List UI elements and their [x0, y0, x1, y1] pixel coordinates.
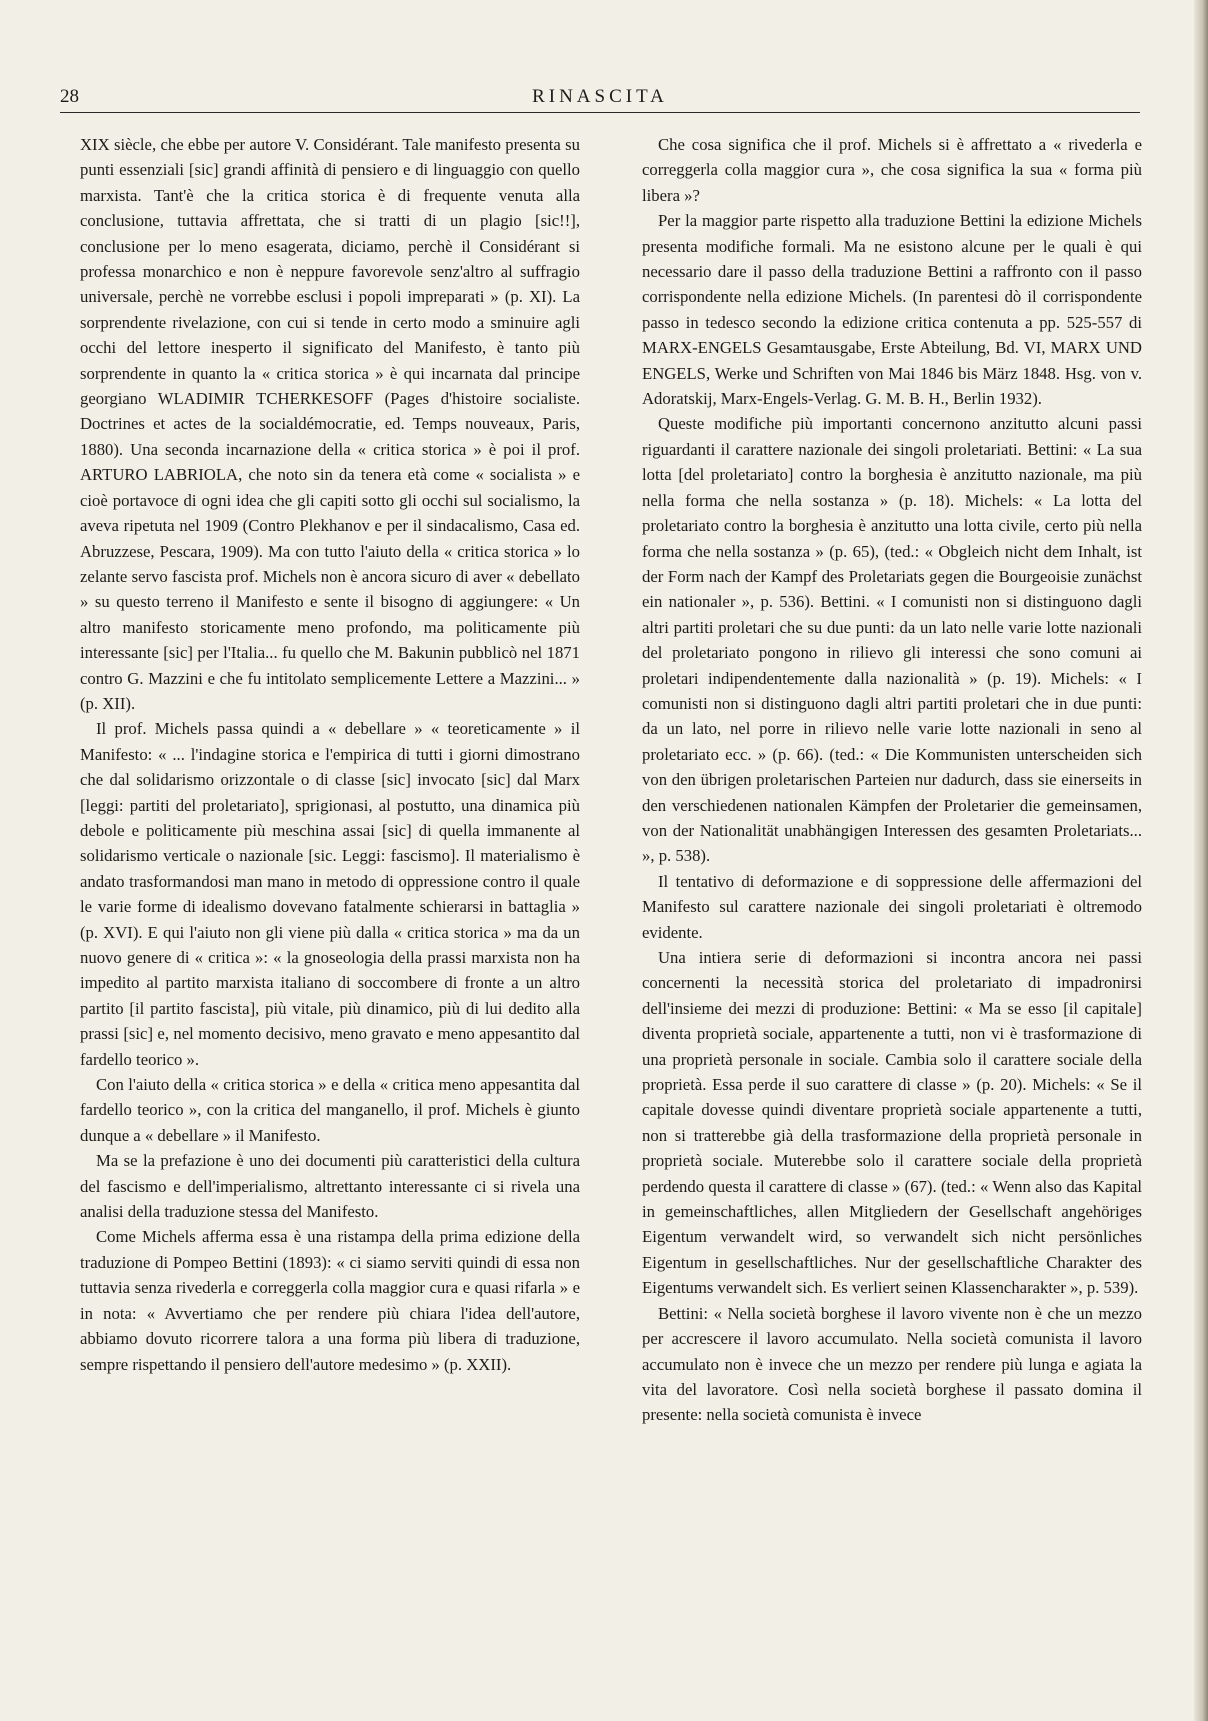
left-column — [80, 132, 580, 1377]
paragraph: Ma se la prefazione è uno dei documenti più caratteristici della cultura del fascismo e dell'imperialismo, altrettanto interessante ci si rivela una analisi della traduzione stessa del Manifesto. — [80, 1151, 580, 1222]
paragraph: XIX siècle, che ebbe per autore V. Considérant. Tale manifesto presenta su punti essenziali [sic] grandi affinità di pensiero e di linguaggio con quello marxista. Tant'è che la critica storica è di frequente venuta alla conclusione, tuttavia affrettata, che si tratti di un plagio [sic!!], conclusione per lo meno esagerata, diciamo, perchè il Considérant si professa monarchico e non è neppure favorevole senz'altro al suffragio universale, perchè ne vorrebbe esclusi i popoli impreparati » (p. XI). La sorprendente rivelazione, con cui si tende in certo modo a sminuire agli occhi del lettore inesperto il significato del Manifesto, è tanto più sorprendente in quanto la « critica storica » è qui incarnata dal principe georgiano WLADIMIR TCHERKESOFF (Pages d'histoire socialiste. Doctrines et actes de la socialdémocratie, ed. Temps nouveaux, Paris, 1880). Una seconda incarnazione della « critica storica » è poi il prof. ARTURO LABRIOLA, che noto sin da tenera età come « socialista » e cioè portavoce di ogni idea che gli capiti sotto gli occhi sul socialismo, la aveva ripetuta nel 1909 (Contro Plekhanov e per il sindacalismo, Casa ed. Abruzzese, Pescara, 1909). Ma con tutto l'aiuto della « critica storica » lo zelante servo fascista prof. Michels non è ancora sicuro di aver « debellato » su questo terreno il Manifesto e sente il bisogno di aggiungere: « Un altro manifesto storicamente meno profondo, ma politicamente più interessante [sic] per l'Italia... fu quello che M. Bakunin pubblicò nel 1871 contro G. Mazzini e che fu intitolato semplicemente Lettere a Mazzini... » (p. XII). — [80, 135, 580, 713]
paragraph: Che cosa significa che il prof. Michels si è affrettato a « rivederla e correggerla colla maggior cura », che cosa significa la sua « forma più libera »? — [642, 135, 1142, 205]
paragraph: Con l'aiuto della « critica storica » e della « critica meno appesantita dal fardello teorico », con la critica del manganello, il prof. Michels è giunto dunque a « debellare » il Manifesto. — [80, 1075, 580, 1145]
paragraph: Il prof. Michels passa quindi a « debellare » « teoreticamente » il Manifesto: « ... l'indagine storica e l'empirica di tutti i giorni dimostrano che dal solidarismo orizzontale o di classe [sic] invocato [sic] dal Marx [leggi: partiti del proletariato], sprigionasi, al postutto, una dinamica più debole e politicamente più meschina assai [sic] di quella immanente al solidarismo verticale o nazionale [sic. Leggi: fascismo]. Il materialismo è andato trasformandosi man mano in metodo di oppressione contro il quale le varie forme di idealismo dovevano fatalmente schierarsi in battaglia » (p. XVI). E qui l'aiuto non gli viene più dalla « critica storica » ma da un nuovo genere di « critica »: « la gnoseologia della prassi marxista non ha impedito al partito marxista italiano di soccombere di fronte a un altro partito [il partito fascista], più vitale, più dinamico, più di lui dedito alla prassi [sic] e, nel momento decisivo, meno gravato e meno appesantito dal fardello teorico ». — [80, 719, 580, 1069]
paragraph: Queste modifiche più importanti concernono anzitutto alcuni passi riguardanti il carattere nazionale dei singoli proletariati. Bettini: « La sua lotta [del proletariato] contro la borghesia è anzitutto nazionale, ma più nella forma che nella sostanza » (p. 18). Michels: « La lotta del proletariato contro la borghesia è anzitutto una lotta civile, certo più nella forma che nella sostanza » (p. 65), (ted.: « Obgleich nicht dem Inhalt, ist der Form nach der Kampf des Proletariats gegen die Bourgeoisie zunächst ein nationaler », p. 536). Bettini. « I comunisti non si distinguono dagli altri partiti proletari che su due punti: da un lato nelle varie lotte nazionali del proletariato pongono in rilievo gli interessi che sono comuni ai proletari indipendentemente dalla nazionalità » (p. 19). Michels: « I comunisti non si distinguono dagli altri partiti proletari che in due punti: da un lato, nel porre in rilievo nelle varie lotte nazionali in seno al proletariato ecc. » (p. 66). (ted.: « Die Kommunisten unterscheiden sich von den übrigen proletarischen Parteien nur dadurch, dass sie einerseits in den verschiedenen nationalen Kämpfen der Proletarier die gemeinsamen, von der Nationalität unabhängigen Interessen des gesamten Proletariats... », p. 538). — [642, 414, 1142, 866]
paragraph: Una intiera serie di deformazioni si incontra ancora nei passi concernenti la necessità storica del proletariato di impadronirsi dell'insieme dei mezzi di produzione: Bettini: « Ma se esso [il capitale] diventa proprietà sociale, appartenente a tutti, non vi è trasformazione di una proprietà personale in sociale. Cambia solo il carattere sociale della proprietà. Essa perde il suo carattere di classe » (p. 20). Michels: « Se il capitale dovesse quindi diventare proprietà sociale appartenente a tutti, non si tratterebbe già della trasformazione della proprietà personale in proprietà sociale. Muterebbe solo il carattere sociale della proprietà perdendo questa il carattere di classe » (67). (ted.: « Wenn also das Kapital in gemeinschaftliches, allen Mitgliedern der Gesellschaft angehöriges Eigentum verwandelt wird, so verwandelt sich nicht persönliches Eigentum in gesellschaftliches. Nur der gesellschaftliche Charakter des Eigentums verwandelt sich. Es verliert seinen Klassencharakter », p. 539). — [642, 948, 1142, 1298]
paragraph: Come Michels afferma essa è una ristampa della prima edizione della traduzione di Pompeo Bettini (1893): « ci siamo serviti quindi di essa non tuttavia senza rivederla e correggerla colla maggior cura e quasi rifarla » e in nota: « Avvertiamo che per rendere più chiara l'idea dell'autore, abbiamo dovuto ricorrere talora a una forma più libera di traduzione, sempre rispettando il pensiero dell'autore medesimo » (p. XXII). — [80, 1227, 580, 1374]
page-edge-shadow — [1194, 0, 1208, 1721]
paragraph: Per la maggior parte rispetto alla traduzione Bettini la edizione Michels presenta modifiche formali. Ma ne esistono alcune per le quali è qui necessario dare il passo della traduzione Bettini a raffronto con il passo corrispondente nella edizione Michels. (In parentesi dò il corrispondente passo in tedesco secondo la edizione critica contenuta a pp. 525-557 di MARX-ENGELS Gesamtausgabe, Erste Abteilung, Bd. VI, MARX UND ENGELS, Werke und Schriften von Mai 1846 bis März 1848. Hsg. von v. Adoratskij, Marx-Engels-Verlag. G. M. B. H., Berlin 1932). — [642, 211, 1142, 409]
paragraph: Bettini: « Nella società borghese il lavoro vivente non è che un mezzo per accrescere il lavoro accumulato. Nella società comunista il lavoro accumulato non è invece che un mezzo per rendere più lunga e agiata la vita del lavoratore. Così nella società borghese il passato domina il presente: nella società comunista è invece — [642, 1303, 1142, 1425]
page-number: 28 — [60, 86, 79, 107]
right-column — [642, 132, 1142, 1428]
page-header — [60, 78, 1140, 113]
running-title: RINASCITA — [532, 86, 668, 107]
paragraph: Il tentativo di deformazione e di soppressione delle affermazioni del Manifesto sul carattere nazionale dei singoli proletariati è oltremodo evidente. — [642, 871, 1142, 942]
